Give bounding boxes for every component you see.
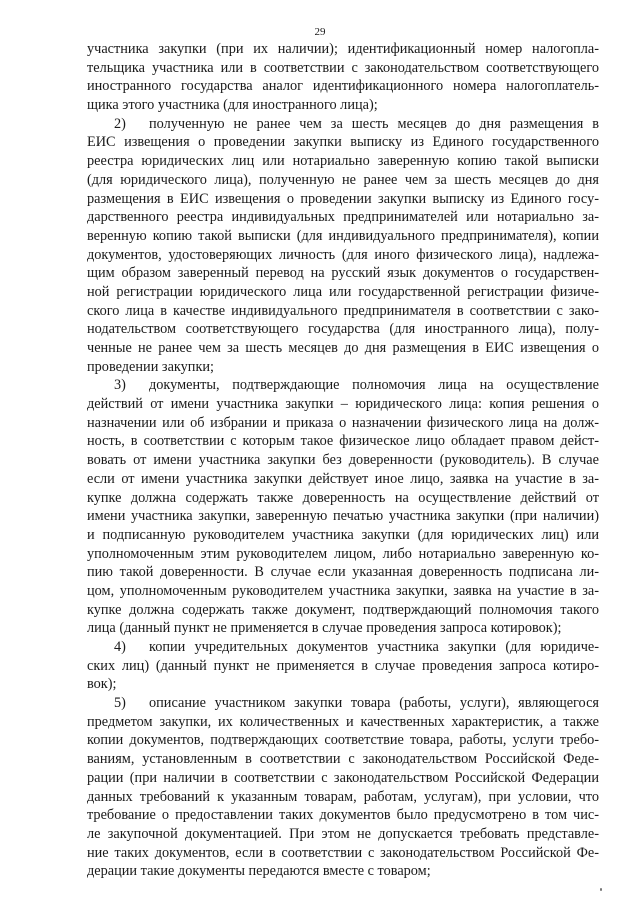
line-text: ченные не ранее чем за шесть месяцев до дня размещения в ЕИС извещения о — [87, 340, 599, 356]
line-text: вок); — [87, 676, 117, 693]
paragraph — [87, 638, 599, 694]
text-line — [87, 40, 599, 59]
paragraph — [87, 40, 599, 115]
line-text: проведении закупки; — [87, 358, 215, 375]
text-line — [87, 713, 599, 732]
text-line — [87, 59, 599, 78]
text-line — [87, 769, 599, 788]
line-text: размещения в ЕИС извещения о проведении закупки выписку из Единого госу- — [87, 190, 599, 207]
text-line — [87, 788, 599, 807]
text-line — [87, 283, 599, 302]
text-line — [87, 133, 599, 152]
line-text: купке должна содержать также документ, подтверждающий полномочия такого — [87, 601, 599, 618]
line-text: веренную копию такой выписки (для индивидуального предпринимателя), копии — [87, 227, 599, 244]
text-line — [87, 470, 599, 489]
text-line — [87, 675, 599, 694]
text-line — [87, 619, 599, 638]
line-text: и подписанную руководителем участника закупки (для юридических лиц) или — [87, 526, 599, 543]
text-line — [87, 414, 599, 433]
line-text: документы, подтверждающие полномочия лица на осуществление — [149, 377, 599, 394]
line-text: тельщика участника или в соответствии с законодательством соответствующего — [87, 59, 599, 76]
line-text: назначении или об избрании и приказа о назначении физического лица на долж- — [87, 414, 599, 431]
line-text: ной регистрации юридического лица или государственной регистрации физиче- — [87, 283, 599, 300]
line-text: лица (данный пункт не применяется в случае проведения запроса котировок); — [87, 620, 562, 637]
text-line — [87, 657, 599, 676]
line-text: полученную не ранее чем за шесть месяцев до дня размещения в — [149, 115, 599, 132]
list-item-number: 2) — [114, 115, 126, 132]
line-text: ние таких документов, если в соответствии с законодательством Российской Фе- — [87, 844, 599, 861]
line-text: если от имени участника закупки действует иное лицо, заявка на участие в за- — [87, 470, 599, 487]
text-line — [87, 545, 599, 564]
line-text: пию такой доверенности. В случае если указанная доверенность подписана ли- — [87, 564, 599, 581]
line-text: участника закупки (при их наличии); идентификационный номер налогопла- — [87, 41, 599, 57]
scan-speck — [600, 888, 602, 891]
line-text: копии учредительных документов участника закупки (для юридиче- — [149, 639, 599, 655]
text-line — [87, 806, 599, 825]
text-line — [87, 582, 599, 601]
text-line — [87, 432, 599, 451]
line-text: уполномоченным этим руководителем лицом, либо нотариально заверенную ко- — [87, 545, 599, 562]
line-text: ле закупочной документацией. При этом не допускается требовать представле- — [87, 825, 599, 842]
text-line — [87, 190, 599, 209]
line-text: предметом закупки, их количественных и качественных характеристик, а также — [87, 713, 599, 730]
text-line — [87, 750, 599, 769]
line-text: данных требований к указанным товарам, работам, услугам), при условии, что — [87, 788, 599, 805]
text-line — [87, 77, 599, 96]
line-text: щика этого участника (для иностранного лица); — [87, 97, 378, 114]
text-line — [87, 115, 599, 134]
text-line — [87, 601, 599, 620]
text-line — [87, 358, 599, 377]
text-line — [87, 376, 599, 395]
line-text: ваниям, установленным в соответствии с законодательством Российской Феде- — [87, 751, 599, 768]
line-text: ского лица в качестве индивидуального предпринимателя в соответствии с зако- — [87, 302, 599, 319]
line-text: ЕИС извещения о проведении закупки выписку из Единого государственного — [87, 134, 599, 151]
text-line — [87, 451, 599, 470]
text-line — [87, 638, 599, 657]
list-item-number: 5) — [114, 695, 126, 712]
list-item-number: 3) — [114, 377, 126, 394]
text-line — [87, 395, 599, 414]
line-text: имени участника закупки, заверенную печатью участника закупки (при наличии) — [87, 508, 599, 525]
line-text: реестра юридических лиц или нотариально заверенную копию такой выписки — [87, 153, 599, 170]
line-text: копии документов, подтверждающих соответствие товара, работы, услуги требо- — [87, 732, 599, 749]
paragraph — [87, 115, 599, 377]
line-text: описание участником закупки товара (работы, услуги), являющегося — [149, 695, 599, 712]
line-text: щим образом заверенный перевод на русский язык документов о государствен- — [87, 265, 599, 282]
paragraph — [87, 376, 599, 638]
text-line — [87, 526, 599, 545]
page-number: 29 — [314, 26, 326, 38]
text-line — [87, 208, 599, 227]
text-line — [87, 96, 599, 115]
list-item-number: 4) — [114, 639, 126, 655]
line-text: вовать от имени участника закупки без доверенности (руководитель). В случае — [87, 452, 599, 469]
text-line — [87, 731, 599, 750]
text-line — [87, 844, 599, 863]
line-text: дарственного реестра индивидуальных предпринимателей или нотариально за- — [87, 209, 599, 226]
line-text: дерации такие документы передаются вместе с товаром; — [87, 863, 431, 880]
text-line — [87, 339, 599, 358]
text-line — [87, 825, 599, 844]
line-text: документов, удостоверяющих личность (для иного физического лица), надлежа- — [87, 246, 599, 263]
text-line — [87, 489, 599, 508]
text-line — [87, 320, 599, 339]
line-text: цом, уполномоченным руководителем участника закупки, заявка на участие в за- — [87, 582, 599, 599]
text-line — [87, 264, 599, 283]
text-line — [87, 302, 599, 321]
text-line — [87, 227, 599, 246]
text-line — [87, 694, 599, 713]
text-line — [87, 246, 599, 265]
line-text: требование о предоставлении таких документов было предусмотрено в том чис- — [87, 807, 599, 824]
document-body — [87, 40, 599, 881]
line-text: иностранного государства аналог идентификационного номера налогоплатель- — [87, 78, 599, 95]
line-text: действий от имени участника закупки – юридического лица: копия решения о — [87, 396, 599, 413]
text-line — [87, 171, 599, 190]
text-line — [87, 862, 599, 881]
line-text: (для юридического лица), полученную не ранее чем за шесть месяцев до дня — [87, 171, 599, 188]
line-text: ность, в соответствии с которым такое физическое лицо обладает правом дейст- — [87, 433, 599, 450]
text-line — [87, 152, 599, 171]
text-line — [87, 563, 599, 582]
text-line — [87, 507, 599, 526]
line-text: ских лиц) (данный пункт не применяется в случае проведения запроса котиро- — [87, 657, 599, 674]
line-text: рации (при наличии в соответствии с законодательством Российской Федерации — [87, 769, 599, 786]
paragraph — [87, 694, 599, 881]
line-text: купке должна содержать также доверенность на осуществление действий от — [87, 489, 599, 506]
line-text: нодательством соответствующего государства (для иностранного лица), полу- — [87, 321, 599, 338]
